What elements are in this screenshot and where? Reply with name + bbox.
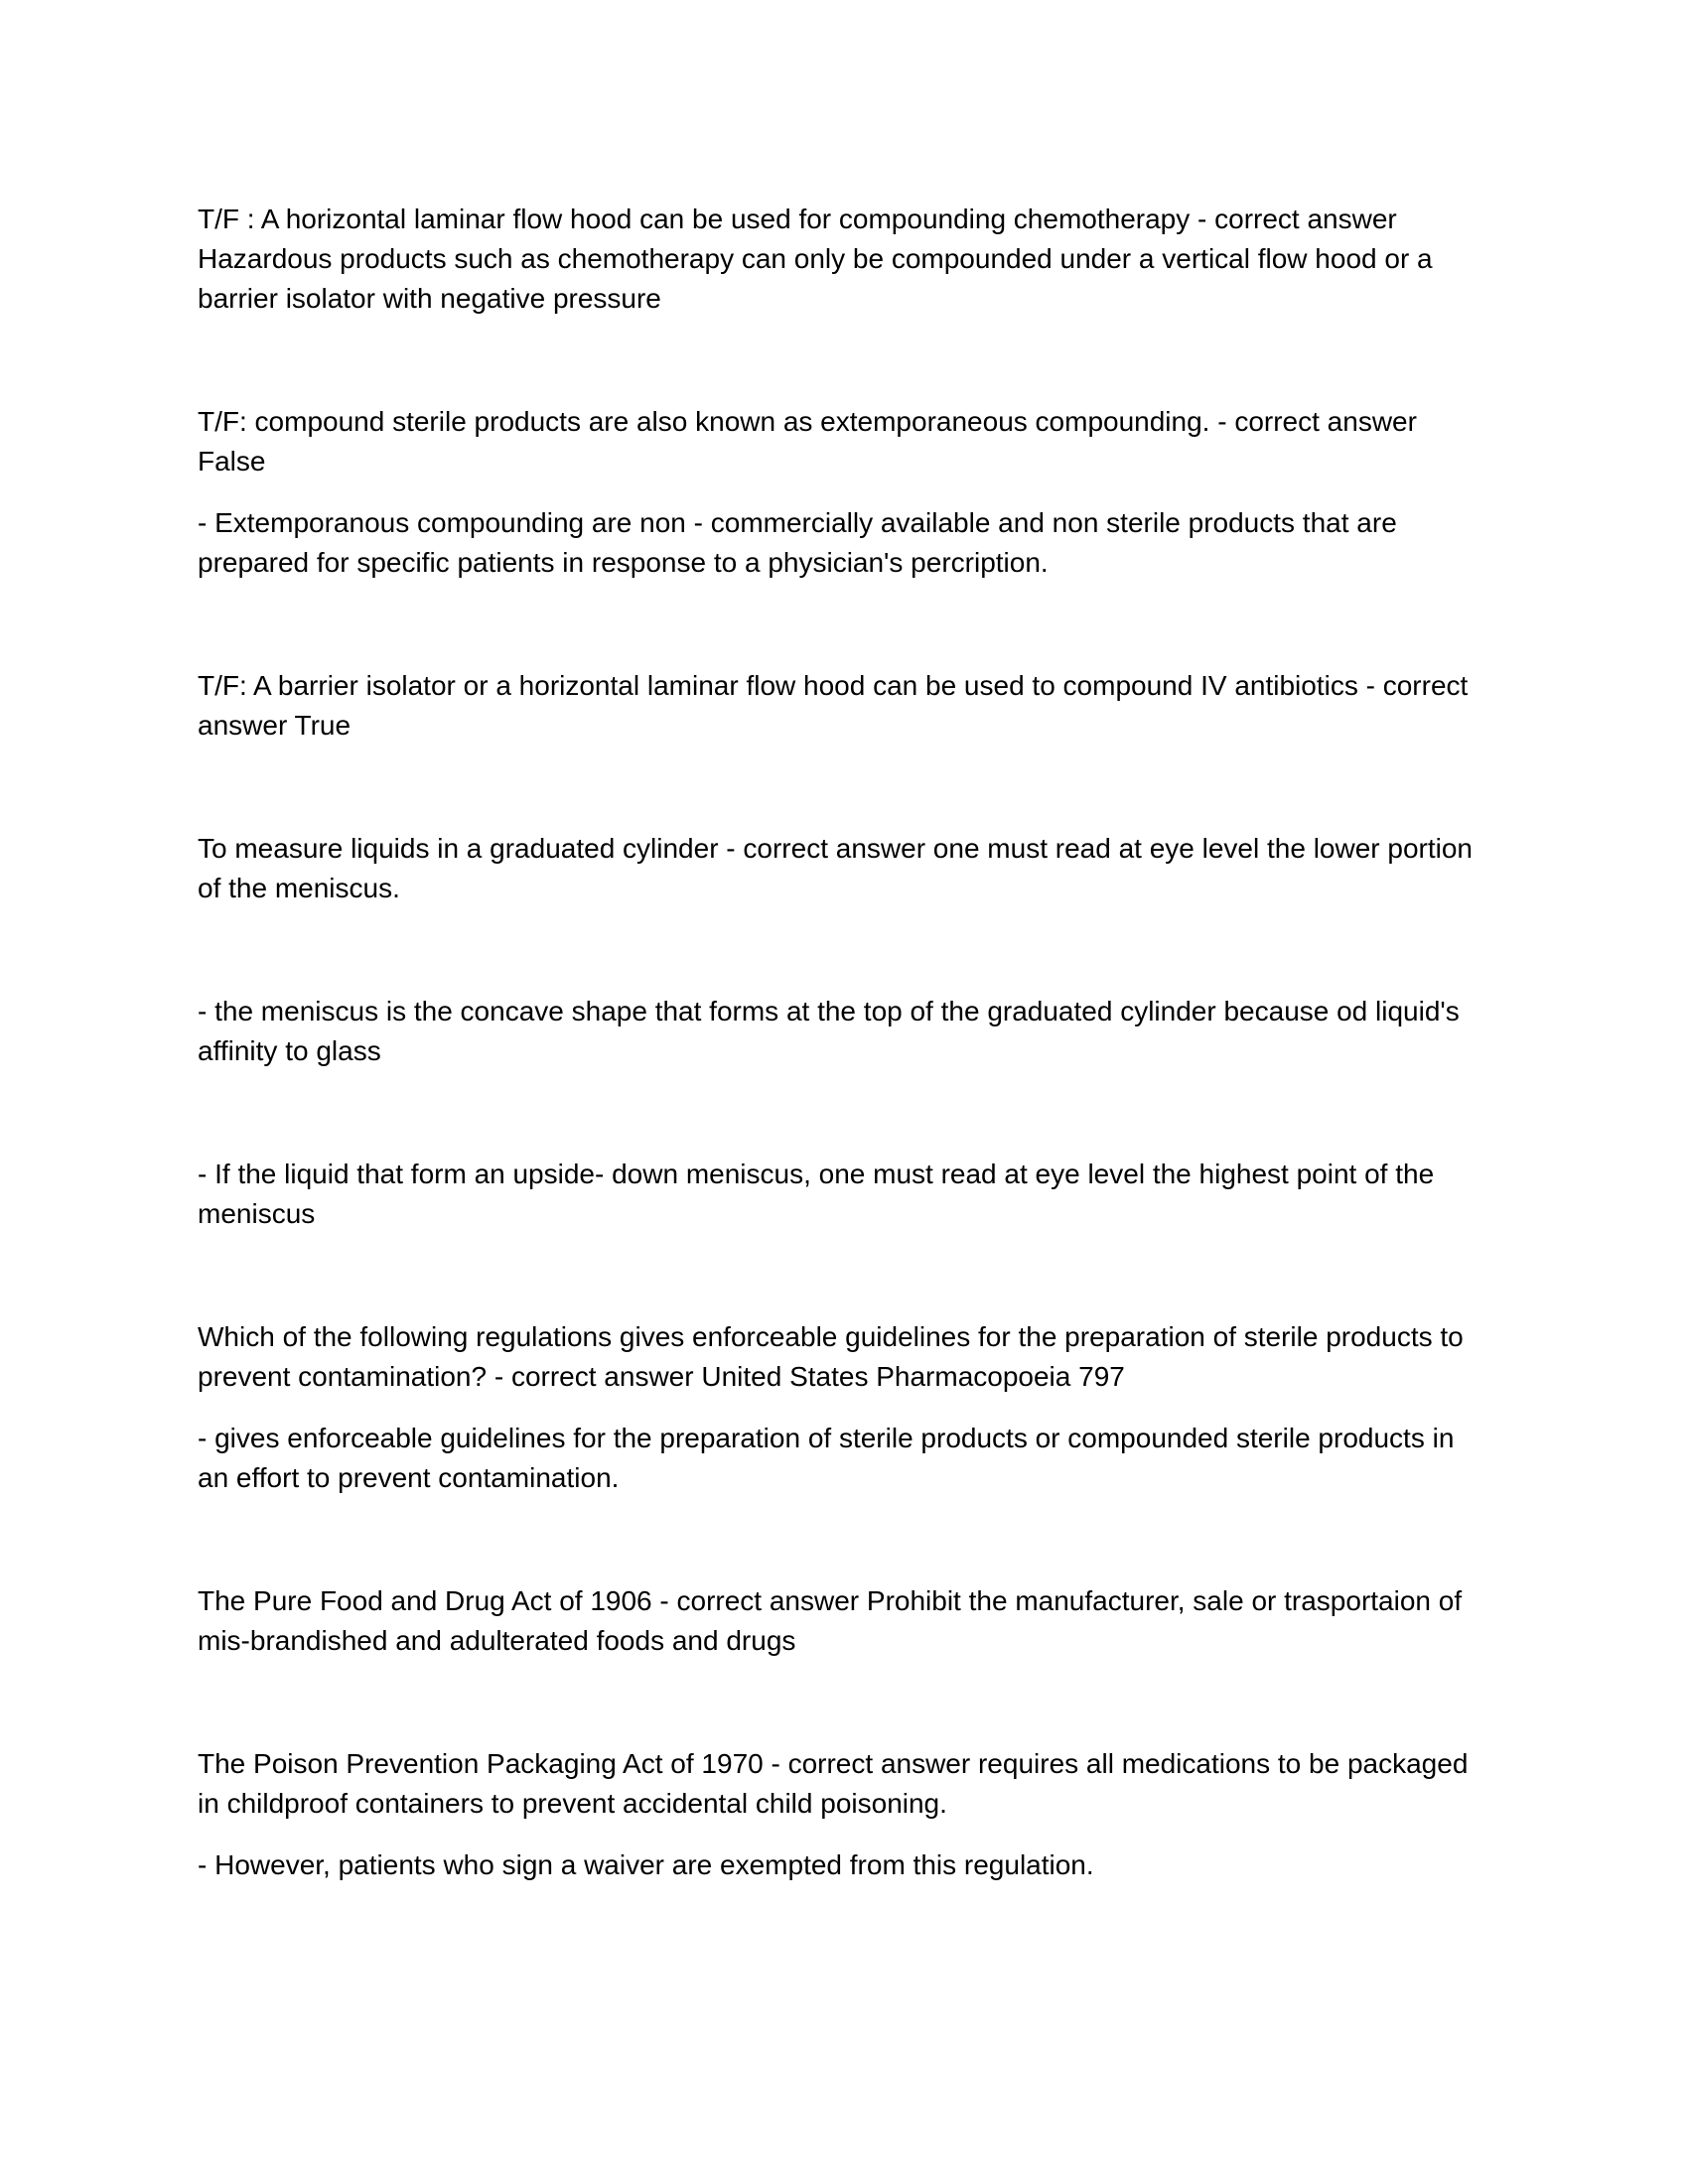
qa-poison-prevention-packaging-act-1970: The Poison Prevention Packaging Act of 1970 - correct answer requires all medications to be packaged in childproof containers to prevent accidental child poisoning. [198, 1748, 1469, 1819]
qa-pure-food-drug-act-1906: The Pure Food and Drug Act of 1906 - correct answer Prohibit the manufacturer, sale or trasportaion of mis-brandished and adulterated foods and drugs [198, 1585, 1463, 1656]
qa-horizontal-hood-chemotherapy: T/F : A horizontal laminar flow hood can be used for compounding chemotherapy - correct answer Hazardous products such as chemotherapy can only be compounded under a vertical flow hood or a barrier isolator with negative pressure [198, 204, 1433, 314]
qa-barrier-isolator-iv-antibiotics: T/F: A barrier isolator or a horizontal laminar flow hood can be used to compound IV antibiotics - correct answer True [198, 670, 1469, 741]
note-upside-down-meniscus: - If the liquid that form an upside- down meniscus, one must read at eye level the highest point of the meniscus [198, 1159, 1435, 1229]
note-waiver-exemption: - However, patients who sign a waiver are exempted from this regulation. [198, 1849, 1094, 1880]
qa-compound-sterile-extemporaneous: T/F: compound sterile products are also known as extemporaneous compounding. - correct answer False [198, 406, 1417, 477]
qa-usp-797: Which of the following regulations gives enforceable guidelines for the preparation of sterile products to prevent contamination? - correct answer United States Pharmacopoeia 797 [198, 1321, 1464, 1392]
note-meniscus-definition: - the meniscus is the concave shape that forms at the top of the graduated cylinder because od liquid's affinity to glass [198, 996, 1460, 1066]
note-usp-797: - gives enforceable guidelines for the preparation of sterile products or compounded sterile products in an effort to prevent contamination. [198, 1423, 1455, 1493]
note-extemporaneous-definition: - Extemporanous compounding are non - commercially available and non sterile products that are prepared for specific patients in response to a physician's percription. [198, 507, 1397, 578]
qa-graduated-cylinder-measure: To measure liquids in a graduated cylinder - correct answer one must read at eye level the lower portion of the meniscus. [198, 833, 1473, 903]
document-body [198, 200, 1488, 1885]
